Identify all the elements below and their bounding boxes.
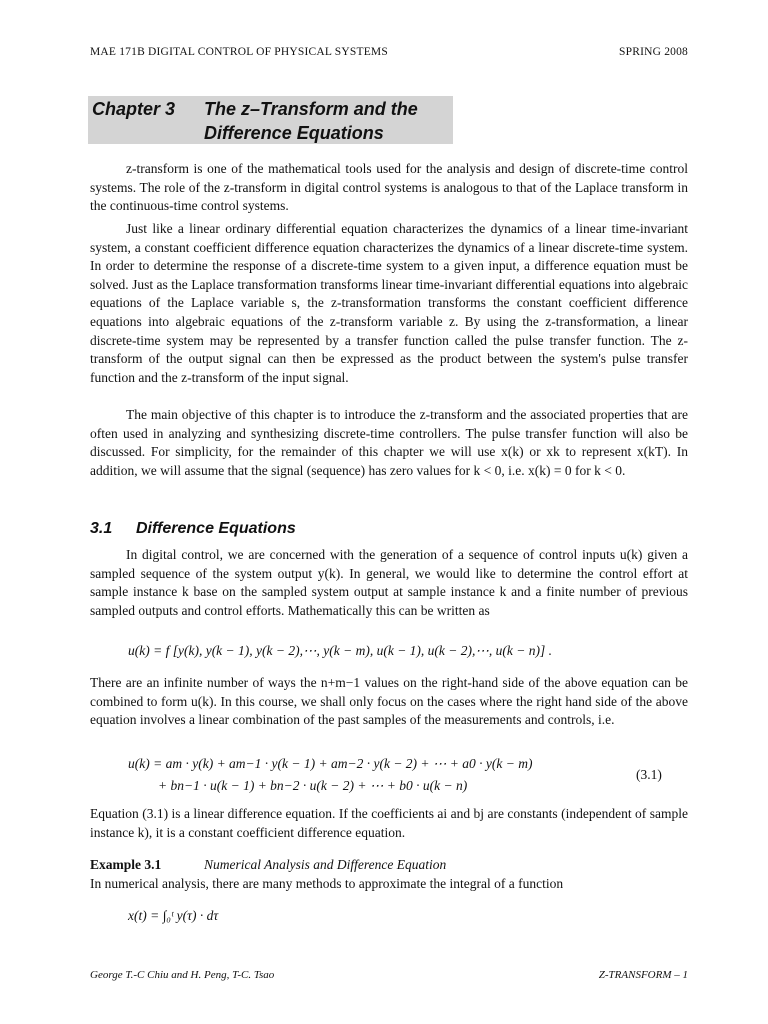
section-heading: [90, 520, 296, 538]
example-title: Numerical Analysis and Difference Equation: [204, 857, 447, 872]
general-control-law-equation: u(k) = f [y(k), y(k − 1), y(k − 2),⋯, y(k − m), u(k − 1), u(k − 2),⋯, u(k − n)] .: [128, 643, 552, 658]
integral-equation: x(t) = ∫₀ᵗ y(τ) · dτ: [128, 908, 219, 923]
intro-paragraph-3: The main objective of this chapter is to introduce the z-transform and the associated properties that are often used in analyzing and synthesizing discrete-time controllers. The pulse transfer function will also be discussed. For simplicity, for the remainder of this chapter we will use x(k) or xk to represent x(kT). In addition, we will assume that the signal (sequence) has zero values for k < 0, i.e. x(k) = 0 for k < 0.: [90, 407, 688, 478]
chapter-title-line-1: The z–Transform and the: [204, 99, 418, 119]
chapter-title-text: [204, 97, 418, 145]
example-text: In numerical analysis, there are many methods to approximate the integral of a function: [90, 876, 564, 891]
chapter-title: [92, 97, 418, 145]
section-number: 3.1: [90, 520, 113, 537]
running-header-course: MAE 171B DIGITAL CONTROL OF PHYSICAL SYSTEMS: [90, 46, 388, 58]
section-title: Difference Equations: [136, 520, 296, 537]
footer-authors: George T.-C Chiu and H. Peng, T-C. Tsao: [90, 969, 275, 981]
equation-3-1-line-2: + bn−1 · u(k − 1) + bn−2 · u(k − 2) + ⋯ + b0 · u(k − n): [158, 778, 468, 793]
section-paragraph-2: There are an infinite number of ways the n+m−1 values on the right-hand side of the above equation can be combined to form u(k). In this course, we shall only focus on the cases where the right hand side of the above equation involves a linear combination of the past samples of the measurements and controls, i.e.: [90, 675, 688, 728]
running-header-term: SPRING 2008: [619, 46, 688, 58]
example-heading: [90, 857, 446, 873]
section-paragraph-3: Equation (3.1) is a linear difference equation. If the coefficients ai and bj are constants (independent of sample instance k), it is a constant coefficient difference equation.: [90, 806, 688, 840]
equation-3-1-line-1: u(k) = am · y(k) + am−1 · y(k − 1) + am−2 · y(k − 2) + ⋯ + a0 · y(k − m): [128, 756, 533, 771]
intro-paragraph-1: z-transform is one of the mathematical tools used for the analysis and design of discrete-time control systems. The role of the z-transform in digital control systems is analogous to that of the Laplace transform in the continuous-time control systems.: [90, 161, 688, 214]
example-label: Example 3.1: [90, 857, 162, 872]
intro-paragraph-2: Just like a linear ordinary differential equation characterizes the dynamics of a linear time-invariant system, a constant coefficient difference equation characterizes the dynamics of a linear discrete-time system. In order to determine the response of a discrete-time system to a given input, a difference equation must be solved. Just as the Laplace transformation transforms linear time-invariant differential equations into algebraic equations of the Laplace variable s, the z-transformation transforms the constant coefficient difference equations into algebraic equations of the z-transform variable z. By using the z-transformation, a linear discrete-time system may be represented by a transfer function called the pulse transfer function. The z-transform of the output signal can then be expressed as the product between the system's pulse transfer function and the z-transform of the input signal.: [90, 221, 688, 385]
section-paragraph-1: In digital control, we are concerned with the generation of a sequence of control inputs u(k) given a sampled sequence of the system output y(k). In general, we would like to determine the control effort at sample instance k base on the sampled system output at sample instance k and a finite number of previous sampled outputs and control efforts. Mathematically this can be written as: [90, 547, 688, 618]
footer-page-label: Z-TRANSFORM – 1: [598, 969, 688, 981]
chapter-number: Chapter 3: [92, 99, 176, 119]
equation-3-1-label: (3.1): [636, 767, 662, 782]
chapter-title-line-2: Difference Equations: [204, 123, 384, 143]
